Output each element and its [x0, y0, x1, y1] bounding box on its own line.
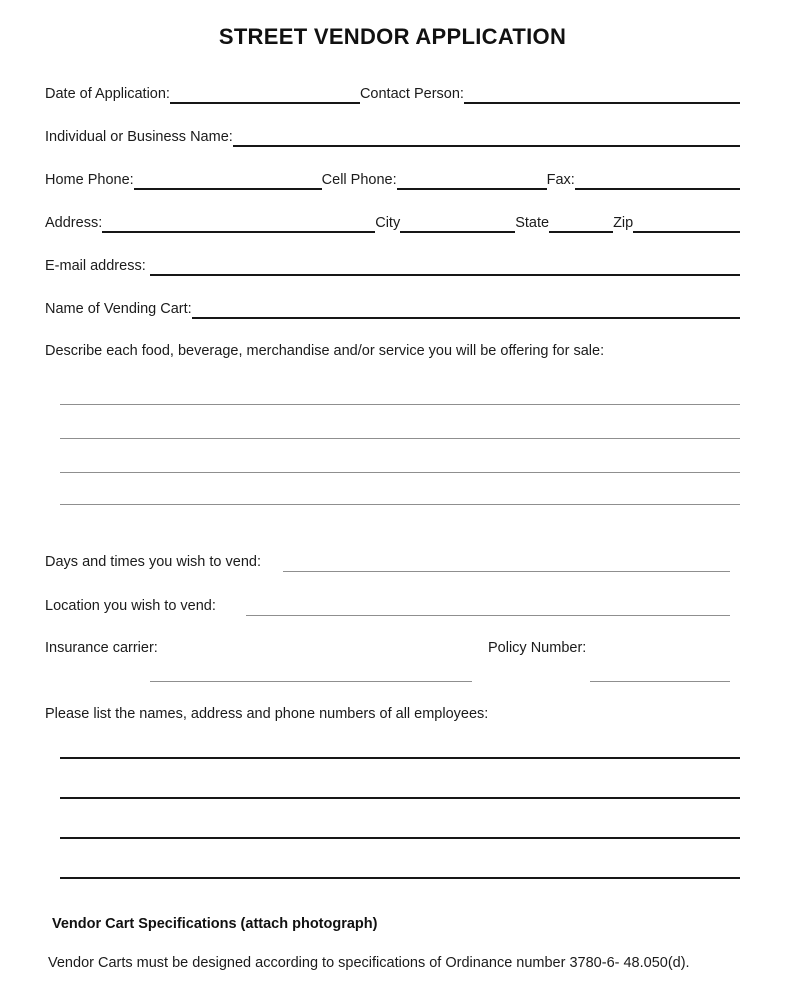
contact-person-label: Contact Person: — [359, 86, 464, 102]
policy-number-label: Policy Number: — [488, 640, 587, 656]
offerings-line-1[interactable] — [60, 404, 740, 405]
date-of-application-input[interactable] — [170, 84, 360, 104]
state-input[interactable] — [549, 213, 613, 233]
cell-phone-label: Cell Phone: — [321, 172, 397, 188]
zip-label: Zip — [613, 215, 634, 231]
business-name-input[interactable] — [233, 127, 740, 147]
address-label: Address: — [45, 215, 103, 231]
contact-person-input[interactable] — [464, 84, 740, 104]
employees-line-1[interactable] — [60, 757, 740, 759]
city-input[interactable] — [400, 213, 515, 233]
employees-label: Please list the names, address and phone numbers of all employees: — [45, 706, 489, 722]
describe-offerings-label: Describe each food, beverage, merchandise and/or service you will be offering for sale: — [45, 343, 605, 359]
form-title: STREET VENDOR APPLICATION — [218, 24, 567, 49]
policy-number-input[interactable] — [590, 681, 730, 682]
location-input[interactable] — [246, 599, 730, 616]
offerings-line-4[interactable] — [60, 504, 740, 505]
ordinance-note: Vendor Carts must be designed according to specifications of Ordinance number 3780-6- 48.050(d). — [48, 955, 690, 971]
offerings-line-3[interactable] — [60, 472, 740, 473]
row-business-name — [45, 127, 740, 147]
days-times-input[interactable] — [283, 555, 730, 572]
insurance-carrier-input[interactable] — [150, 681, 472, 682]
vending-cart-name-input[interactable] — [192, 299, 740, 319]
days-times-label: Days and times you wish to vend: — [45, 554, 261, 570]
business-name-label: Individual or Business Name: — [45, 129, 233, 145]
email-input[interactable] — [150, 256, 740, 276]
row-location — [45, 597, 740, 616]
state-label: State — [515, 215, 550, 231]
home-phone-label: Home Phone: — [45, 172, 134, 188]
row-date-contact — [45, 84, 740, 104]
offerings-line-2[interactable] — [60, 438, 740, 439]
row-phones — [45, 170, 740, 190]
zip-input[interactable] — [633, 213, 740, 233]
date-of-application-label: Date of Application: — [45, 86, 170, 102]
email-label: E-mail address: — [45, 258, 150, 274]
row-days-times — [45, 553, 740, 572]
row-email — [45, 256, 740, 276]
vending-cart-name-label: Name of Vending Cart: — [45, 301, 192, 317]
row-address — [45, 213, 740, 233]
cell-phone-input[interactable] — [397, 170, 547, 190]
fax-input[interactable] — [575, 170, 740, 190]
city-label: City — [375, 215, 401, 231]
address-input[interactable] — [102, 213, 375, 233]
fax-label: Fax: — [546, 172, 575, 188]
employees-line-3[interactable] — [60, 837, 740, 839]
location-label: Location you wish to vend: — [45, 598, 216, 614]
row-cart-name — [45, 299, 740, 319]
insurance-carrier-label: Insurance carrier: — [45, 640, 158, 656]
row-insurance-labels — [45, 639, 740, 658]
row-employees-prompt — [45, 705, 740, 724]
row-insurance-lines — [45, 681, 740, 682]
home-phone-input[interactable] — [134, 170, 322, 190]
employees-line-2[interactable] — [60, 797, 740, 799]
employees-line-4[interactable] — [60, 877, 740, 879]
row-describe-prompt — [45, 342, 740, 361]
vendor-cart-specifications-heading: Vendor Cart Specifications (attach photograph) — [52, 916, 378, 932]
